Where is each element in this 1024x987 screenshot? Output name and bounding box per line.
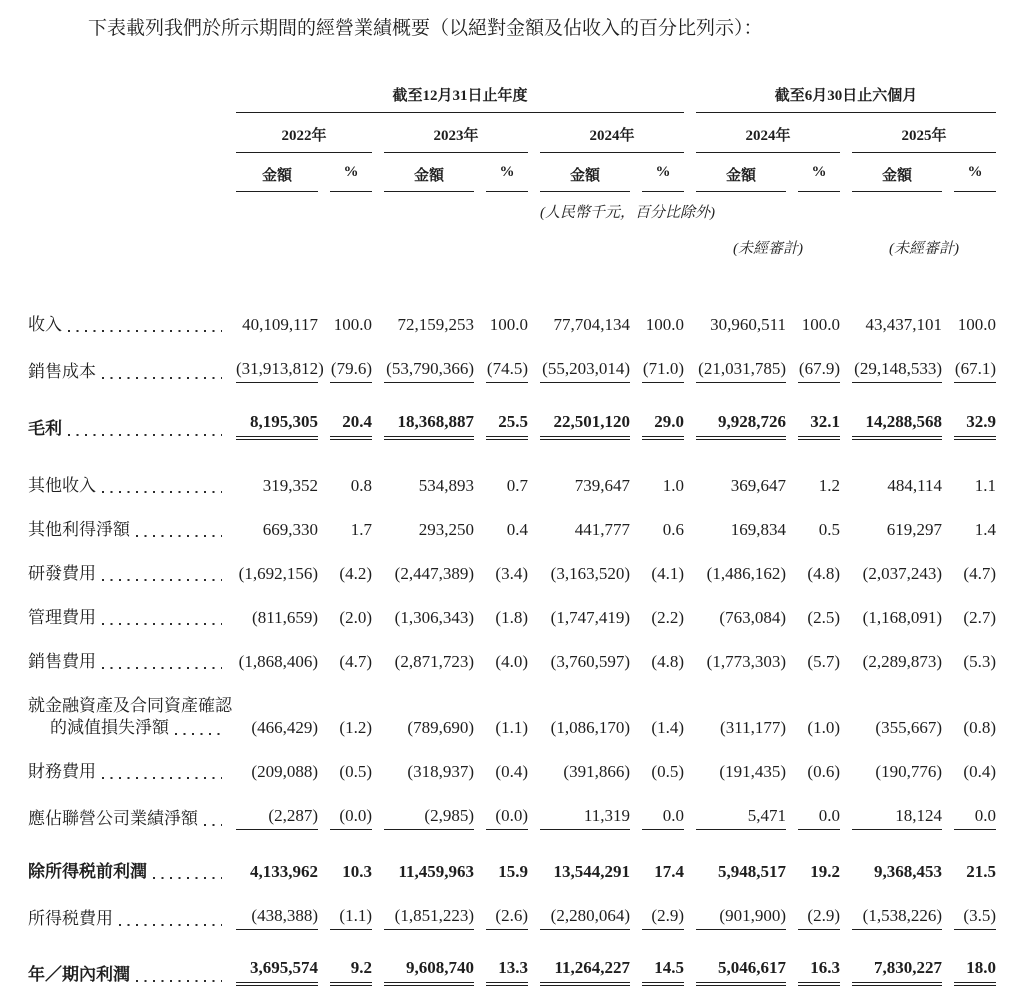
table-row [28, 358, 996, 383]
amount-value: 293,250 [418, 520, 474, 539]
amount-value: 8,195,305 [236, 411, 318, 440]
amount-value: 4,133,962 [250, 862, 318, 881]
amount-value: (1,486,162) [706, 564, 786, 583]
table-row [28, 519, 996, 541]
row-label-text: 所得税費用 [28, 909, 113, 928]
amount-value: 669,330 [262, 520, 318, 539]
spacer-cell [28, 164, 224, 192]
percent-value: 29.0 [642, 411, 684, 440]
percent-value: (0.0) [330, 805, 372, 830]
amount-value: 9,368,453 [874, 862, 942, 881]
percent-value: 0.0 [642, 805, 684, 830]
row-label-text: 除所得税前利潤 [28, 862, 147, 881]
table-header-columns [28, 164, 996, 192]
percent-value: 1.4 [974, 520, 996, 539]
amount-value: (901,900) [696, 905, 786, 930]
amount-value: (311,177) [720, 718, 786, 737]
amount-value: (2,871,723) [394, 652, 474, 671]
percent-value: (0.5) [339, 762, 372, 781]
amount-value: (1,868,406) [238, 652, 318, 671]
table-row [28, 761, 996, 783]
percent-value: (2.9) [642, 905, 684, 930]
percent-value: (2.2) [651, 608, 684, 627]
row-label [28, 808, 224, 830]
amount-value: (21,031,785) [696, 358, 786, 383]
amount-value: (191,435) [719, 762, 786, 781]
percent-value: (2.6) [486, 905, 528, 930]
percent-value: 100.0 [957, 315, 996, 334]
percent-value: (67.9) [798, 358, 840, 383]
dot-leader [136, 535, 222, 537]
table-row [28, 563, 996, 585]
percent-value: 21.5 [966, 862, 996, 881]
percent-value: 32.1 [798, 411, 840, 440]
percent-value: (0.4) [495, 762, 528, 781]
percent-value: (1.1) [495, 718, 528, 737]
row-label [28, 607, 224, 629]
percent-value: (1.2) [339, 718, 372, 737]
percent-value: (0.0) [486, 805, 528, 830]
amount-value: 169,834 [730, 520, 786, 539]
amount-value: (2,287) [236, 805, 318, 830]
amount-value: (31,913,812) [236, 358, 318, 383]
percent-value: (67.1) [954, 358, 996, 383]
amount-value: 9,608,740 [384, 957, 474, 986]
amount-value: (1,747,419) [550, 608, 630, 627]
table-row [28, 475, 996, 497]
amount-value: (209,088) [251, 762, 318, 781]
row-label [28, 418, 224, 440]
row-label-text: 管理費用 [28, 608, 96, 627]
percent-value: (2.5) [807, 608, 840, 627]
amount-value: 72,159,253 [397, 315, 474, 334]
percent-header: % [486, 164, 528, 192]
table-body [28, 314, 996, 986]
percent-value: 15.9 [498, 862, 528, 881]
percent-value: (71.0) [642, 358, 684, 383]
percent-value: (4.8) [651, 652, 684, 671]
table-row [28, 861, 996, 883]
amount-value: 18,368,887 [384, 411, 474, 440]
percent-header: % [954, 164, 996, 192]
percent-value: (4.2) [339, 564, 372, 583]
page-title: 下表載列我們於所示期間的經營業績概要（以絕對金額及佔收入的百分比列示）： [88, 18, 763, 39]
percent-value: 14.5 [642, 957, 684, 986]
amount-value: 43,437,101 [865, 315, 942, 334]
row-label-text: 其他利得淨額 [28, 520, 130, 539]
row-label [28, 695, 232, 739]
amount-header: 金額 [236, 164, 318, 192]
table-row [28, 695, 996, 739]
dot-leader [102, 579, 222, 581]
amount-value: 18,124 [852, 805, 942, 830]
amount-value: 9,928,726 [696, 411, 786, 440]
spacer-cell [28, 84, 224, 113]
amount-value: (811,659) [252, 608, 318, 627]
percent-value: 10.3 [342, 862, 372, 881]
table-row [28, 651, 996, 673]
percent-value: 0.4 [506, 520, 528, 539]
row-label-text: 財務費用 [28, 762, 96, 781]
row-label [28, 361, 224, 383]
row-label-text: 銷售費用 [28, 652, 96, 671]
dot-leader [175, 733, 222, 735]
dot-leader [136, 980, 222, 982]
dot-leader [102, 667, 222, 669]
table-row [28, 805, 996, 830]
percent-value: 17.4 [654, 862, 684, 881]
percent-value: 18.0 [954, 957, 996, 986]
amount-value: (355,667) [875, 718, 942, 737]
amount-value: (789,690) [407, 718, 474, 737]
spacer-cell [28, 124, 224, 153]
period-header-interim: 截至6月30日止六個月 [696, 84, 996, 113]
table-row [28, 607, 996, 629]
period-header-annual: 截至12月31日止年度 [236, 84, 684, 113]
year-header-2024: 2024年 [540, 124, 684, 153]
percent-value: (4.8) [807, 564, 840, 583]
amount-value: (2,037,243) [862, 564, 942, 583]
dot-leader [68, 434, 222, 436]
percent-value: (0.6) [807, 762, 840, 781]
percent-value: (2.9) [798, 905, 840, 930]
amount-header: 金額 [384, 164, 474, 192]
percent-value: (74.5) [486, 358, 528, 383]
amount-value: (1,086,170) [550, 718, 630, 737]
amount-value: 14,288,568 [852, 411, 942, 440]
percent-header: % [642, 164, 684, 192]
percent-header: % [798, 164, 840, 192]
percent-value: (3.5) [954, 905, 996, 930]
row-label [28, 519, 224, 541]
unit-note: (人民幣千元，百分比除外) [540, 205, 715, 221]
percent-value: (0.8) [963, 718, 996, 737]
percent-value: 0.8 [350, 476, 372, 495]
dot-leader [204, 824, 222, 826]
dot-leader [119, 924, 222, 926]
amount-value: (190,776) [875, 762, 942, 781]
amount-value: 5,046,617 [696, 957, 786, 986]
row-label-text: 年／期內利潤 [28, 965, 130, 984]
percent-value: (1.0) [807, 718, 840, 737]
percent-value: 0.6 [662, 520, 684, 539]
amount-value: (2,280,064) [540, 905, 630, 930]
percent-value: (1.4) [651, 718, 684, 737]
percent-value: 9.2 [330, 957, 372, 986]
table-row [28, 314, 996, 336]
amount-value: (1,773,303) [706, 652, 786, 671]
table-row [28, 957, 996, 986]
amount-value: (1,306,343) [394, 608, 474, 627]
amount-value: (1,538,226) [852, 905, 942, 930]
amount-value: (466,429) [251, 718, 318, 737]
row-label-text: 就金融資產及合同資產確認 [28, 696, 232, 715]
percent-value: 19.2 [810, 862, 840, 881]
amount-value: (438,388) [236, 905, 318, 930]
percent-value: 100.0 [489, 315, 528, 334]
row-label-text: 的減值損失淨額 [50, 718, 169, 737]
table-unaudited-row [28, 237, 996, 258]
percent-value: (2.0) [339, 608, 372, 627]
amount-value: 7,830,227 [852, 957, 942, 986]
amount-value: (1,851,223) [384, 905, 474, 930]
row-label-text: 其他收入 [28, 476, 96, 495]
percent-value: (5.3) [963, 652, 996, 671]
percent-value: (1.1) [330, 905, 372, 930]
percent-header: % [330, 164, 372, 192]
financial-results-table [28, 84, 996, 986]
percent-value: 0.7 [506, 476, 528, 495]
table-header-years [28, 124, 996, 153]
row-label [28, 964, 224, 986]
row-label [28, 563, 224, 585]
percent-value: (1.8) [495, 608, 528, 627]
year-header-2023: 2023年 [384, 124, 528, 153]
amount-value: (318,937) [407, 762, 474, 781]
dot-leader [153, 877, 222, 879]
row-label [28, 861, 224, 883]
percent-value: 1.1 [974, 476, 996, 495]
amount-value: 13,544,291 [553, 862, 630, 881]
amount-value: 3,695,574 [236, 957, 318, 986]
row-label-text: 毛利 [28, 419, 62, 438]
amount-header: 金額 [852, 164, 942, 192]
percent-value: 100.0 [645, 315, 684, 334]
percent-value: 1.2 [818, 476, 840, 495]
amount-value: 739,647 [574, 476, 630, 495]
percent-value: 100.0 [801, 315, 840, 334]
amount-value: 30,960,511 [710, 315, 786, 334]
percent-value: (79.6) [330, 358, 372, 383]
table-row [28, 905, 996, 930]
percent-value: 32.9 [954, 411, 996, 440]
amount-value: (1,168,091) [862, 608, 942, 627]
amount-value: 5,948,517 [718, 862, 786, 881]
dot-leader [102, 777, 222, 779]
amount-value: 40,109,117 [242, 315, 318, 334]
amount-value: (53,790,366) [384, 358, 474, 383]
percent-value: 1.0 [662, 476, 684, 495]
year-header-2025-interim: 2025年 [852, 124, 996, 153]
amount-value: 319,352 [262, 476, 318, 495]
table-header-periods [28, 84, 996, 113]
unaudited-note: (未經審計) [889, 241, 959, 257]
row-label [28, 475, 224, 497]
amount-value: 484,114 [887, 476, 942, 495]
percent-value: 1.7 [350, 520, 372, 539]
row-label [28, 651, 224, 673]
row-label [28, 314, 224, 336]
amount-header: 金額 [696, 164, 786, 192]
percent-value: (5.7) [807, 652, 840, 671]
row-label-text: 研發費用 [28, 564, 96, 583]
row-label [28, 761, 224, 783]
amount-value: 11,459,963 [398, 862, 474, 881]
amount-value: (55,203,014) [540, 358, 630, 383]
percent-value: (4.1) [651, 564, 684, 583]
amount-value: 534,893 [418, 476, 474, 495]
amount-value: 5,471 [696, 805, 786, 830]
amount-value: (29,148,533) [852, 358, 942, 383]
amount-header: 金額 [540, 164, 630, 192]
dot-leader [102, 623, 222, 625]
year-header-2024-interim: 2024年 [696, 124, 840, 153]
table-row [28, 411, 996, 440]
percent-value: 0.5 [818, 520, 840, 539]
year-header-2022: 2022年 [236, 124, 372, 153]
amount-value: 11,264,227 [540, 957, 630, 986]
unaudited-note: (未經審計) [733, 241, 803, 257]
percent-value: 0.0 [954, 805, 996, 830]
amount-value: (2,447,389) [394, 564, 474, 583]
percent-value: 13.3 [486, 957, 528, 986]
amount-value: 22,501,120 [540, 411, 630, 440]
percent-value: (4.0) [495, 652, 528, 671]
percent-value: (2.7) [963, 608, 996, 627]
row-label [28, 908, 224, 930]
amount-value: (391,866) [563, 762, 630, 781]
row-label-text: 收入 [28, 315, 62, 334]
amount-value: 619,297 [886, 520, 942, 539]
dot-leader [102, 491, 222, 493]
percent-value: 16.3 [798, 957, 840, 986]
percent-value: 25.5 [486, 411, 528, 440]
percent-value: (0.4) [963, 762, 996, 781]
amount-value: (3,760,597) [550, 652, 630, 671]
amount-value: (1,692,156) [238, 564, 318, 583]
percent-value: (4.7) [963, 564, 996, 583]
dot-leader [68, 330, 222, 332]
row-label-text: 銷售成本 [28, 362, 96, 381]
amount-value: (3,163,520) [550, 564, 630, 583]
row-label-text: 應佔聯營公司業績淨額 [28, 809, 198, 828]
amount-value: (2,985) [384, 805, 474, 830]
percent-value: 20.4 [330, 411, 372, 440]
amount-value: 441,777 [574, 520, 630, 539]
percent-value: (3.4) [495, 564, 528, 583]
percent-value: (4.7) [339, 652, 372, 671]
percent-value: 100.0 [333, 315, 372, 334]
percent-value: 0.0 [798, 805, 840, 830]
amount-value: (2,289,873) [862, 652, 942, 671]
amount-value: 77,704,134 [553, 315, 630, 334]
amount-value: (763,084) [719, 608, 786, 627]
dot-leader [102, 377, 222, 379]
amount-value: 11,319 [540, 805, 630, 830]
percent-value: (0.5) [651, 762, 684, 781]
amount-value: 369,647 [730, 476, 786, 495]
table-unit-note-row [28, 201, 996, 222]
